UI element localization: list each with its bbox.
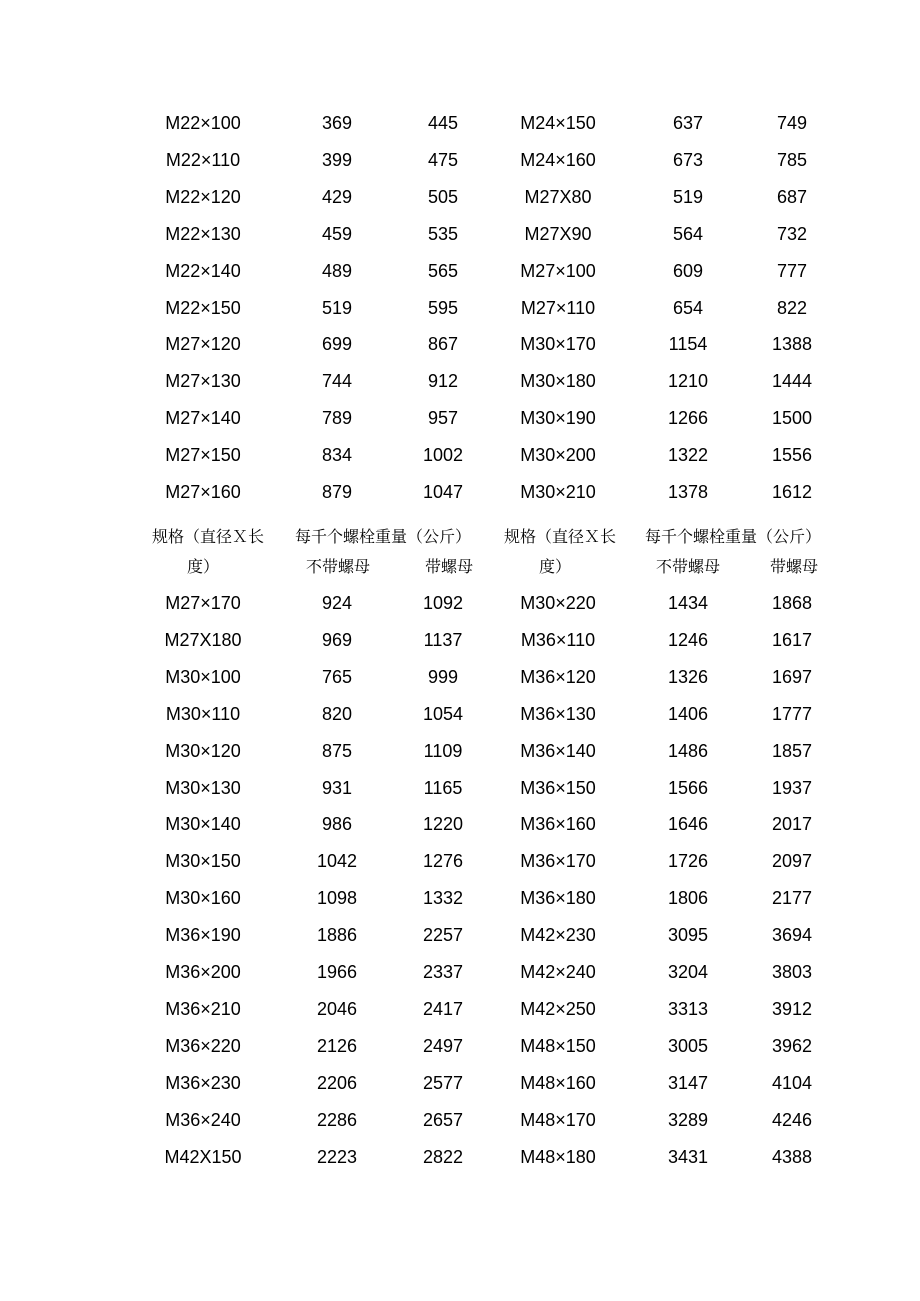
table-row [0,326,920,363]
table-row [0,585,920,622]
table-row [0,917,920,954]
weight-no-nut-left-cell: 2206 [316,1072,358,1093]
spec-left-cell: M27×160 [165,482,241,502]
spec-left-cell: M30×140 [165,814,241,835]
weight-no-nut-left-cell: 1042 [316,851,358,872]
table-row [0,1102,920,1139]
table-row [0,696,920,733]
weight-no-nut-right-cell: 609 [672,260,704,281]
weight-with-nut-right-cell: 1556 [771,445,813,466]
weight-no-nut-right-cell: 1434 [667,593,709,613]
weight-no-nut-left-cell: 744 [321,371,353,392]
spec-left-cell: M27×150 [165,445,241,466]
spec-left-cell: M22×140 [165,260,241,281]
spec-right-cell: M42×230 [520,925,596,946]
weight-no-nut-right-cell: 1246 [667,629,709,650]
weight-with-nut-left-cell: 867 [427,334,459,355]
table-row [0,290,920,327]
weight-with-nut-left-cell: 2657 [422,1109,464,1130]
weight-no-nut-right-cell: 3204 [667,962,709,982]
weight-no-nut-right-cell: 3005 [667,1035,709,1056]
spec-right-cell: M36×180 [520,888,596,909]
spec-left-cell: M22×110 [165,149,241,170]
weight-no-nut-right-cell: 1726 [667,851,709,872]
spec-left-cell: M27×140 [165,408,241,429]
weight-with-nut-right-cell: 1697 [771,666,813,687]
weight-no-nut-left-cell: 1966 [316,962,358,982]
weight-with-nut-left-cell: 1092 [422,593,464,613]
weight-no-nut-left-cell: 834 [321,445,353,466]
spec-right-cell: M30×180 [520,371,596,392]
weight-with-nut-left-cell: 1047 [422,482,464,502]
spec-right-cell: M36×150 [520,777,596,798]
spec-right-cell: M36×160 [520,814,596,835]
table-row [0,843,920,880]
weight-no-nut-left-cell: 2046 [316,998,358,1019]
weight-no-nut-left-cell: 2126 [316,1035,358,1056]
table-row [0,437,920,474]
weight-with-nut-right-cell: 2097 [771,851,813,872]
weight-no-nut-right-cell: 3095 [667,925,709,946]
spec-right-cell: M27×110 [520,297,596,318]
table-row [0,363,920,400]
weight-with-nut-right-cell: 3694 [771,925,813,946]
weight-no-nut-right-cell: 1406 [667,703,709,724]
spec-right-cell: M30×190 [520,408,596,429]
weight-no-nut-right-cell: 1378 [667,482,709,502]
weight-with-nut-left-cell: 2577 [422,1072,464,1093]
weight-no-nut-left-cell: 459 [321,223,353,244]
table-header [0,520,920,584]
weight-with-nut-right-cell: 2177 [771,888,813,909]
weight-with-nut-right-cell: 1777 [771,703,813,724]
spec-right-cell: M30×210 [520,482,596,502]
weight-no-nut-left-cell: 429 [321,186,353,207]
spec-right-cell: M36×170 [520,851,596,872]
weight-with-nut-left-cell: 912 [427,371,459,392]
weight-header-right: 每千个螺栓重量（公斤） [644,527,821,546]
table-row [0,1028,920,1065]
spec-right-cell: M27×100 [520,260,596,281]
weight-with-nut-right-cell: 1444 [771,371,813,392]
weight-no-nut-right-cell: 1210 [667,371,709,392]
weight-no-nut-left-cell: 369 [321,113,353,133]
spec-right-cell: M36×120 [520,666,596,687]
weight-with-nut-right-cell: 4246 [771,1109,813,1130]
table-row [0,991,920,1028]
weight-no-nut-left-cell: 969 [321,629,353,650]
weight-with-nut-right-cell: 687 [776,186,808,207]
spec-left-cell: M30×100 [165,666,241,687]
weight-with-nut-right-cell: 1500 [771,408,813,429]
weight-no-nut-right-cell: 1646 [667,814,709,835]
no-nut-header-right: 不带螺母 [655,557,720,576]
weight-no-nut-right-cell: 3147 [667,1072,709,1093]
weight-no-nut-left-cell: 789 [321,408,353,429]
weight-with-nut-left-cell: 2497 [422,1035,464,1056]
weight-with-nut-left-cell: 1220 [422,814,464,835]
table-row [0,954,920,991]
weight-with-nut-left-cell: 2417 [422,998,464,1019]
weight-no-nut-left-cell: 489 [321,260,353,281]
weight-no-nut-right-cell: 673 [672,149,704,170]
spec-left-cell: M30×150 [165,851,241,872]
spec-left-cell: M30×160 [165,888,241,909]
weight-no-nut-left-cell: 699 [321,334,353,355]
spec-header-right-line1: 规格（直径Ｘ长 [503,527,616,546]
no-nut-header-left: 不带螺母 [305,557,370,576]
table-row [0,400,920,437]
spec-right-cell: M48×150 [520,1035,596,1056]
spec-left-cell: M30×120 [165,740,241,761]
weight-with-nut-right-cell: 3912 [771,998,813,1019]
table-row [0,253,920,290]
weight-with-nut-right-cell: 2017 [771,814,813,835]
weight-with-nut-left-cell: 445 [427,113,459,133]
spec-header-left-line2: 度） [186,557,219,576]
weight-with-nut-left-cell: 1002 [422,445,464,466]
spec-left-cell: M42X150 [164,1146,242,1167]
weight-with-nut-right-cell: 749 [776,113,808,133]
table-row [0,622,920,659]
table-row [0,105,920,142]
weight-with-nut-right-cell: 1868 [771,593,813,613]
weight-no-nut-right-cell: 1322 [667,445,709,466]
weight-no-nut-right-cell: 1154 [668,334,708,355]
weight-no-nut-left-cell: 931 [321,777,353,798]
table-row [0,474,920,511]
spec-left-cell: M22×120 [165,186,241,207]
table-row [0,733,920,770]
table-row [0,659,920,696]
weight-with-nut-right-cell: 732 [776,223,808,244]
weight-with-nut-left-cell: 535 [427,223,459,244]
weight-no-nut-left-cell: 924 [321,593,353,613]
spec-right-cell: M27X90 [524,223,592,244]
weight-no-nut-left-cell: 2286 [316,1109,358,1130]
spec-left-cell: M27X180 [164,629,242,650]
spec-left-cell: M22×150 [165,297,241,318]
spec-right-cell: M48×160 [520,1072,596,1093]
weight-with-nut-right-cell: 4388 [771,1146,813,1167]
weight-with-nut-right-cell: 4104 [771,1072,813,1093]
spec-left-cell: M36×240 [165,1109,241,1130]
weight-with-nut-left-cell: 1109 [423,740,463,761]
weight-no-nut-left-cell: 986 [321,814,353,835]
weight-no-nut-left-cell: 879 [321,482,353,502]
weight-with-nut-left-cell: 1137 [423,629,463,650]
weight-with-nut-right-cell: 3803 [771,962,813,982]
weight-with-nut-left-cell: 1165 [423,777,463,798]
weight-with-nut-left-cell: 2257 [422,925,464,946]
spec-right-cell: M36×110 [520,629,596,650]
weight-no-nut-left-cell: 1098 [316,888,358,909]
spec-left-cell: M36×230 [165,1072,241,1093]
spec-left-cell: M22×130 [165,223,241,244]
table-row [0,1065,920,1102]
weight-with-nut-left-cell: 1276 [422,851,464,872]
spec-right-cell: M30×170 [520,334,596,355]
weight-with-nut-right-cell: 777 [776,260,808,281]
weight-with-nut-right-cell: 3962 [771,1035,813,1056]
weight-with-nut-left-cell: 1332 [422,888,464,909]
weight-no-nut-right-cell: 564 [672,223,704,244]
weight-with-nut-right-cell: 1617 [771,629,813,650]
spec-right-cell: M27X80 [524,186,592,207]
spec-left-cell: M30×130 [165,777,241,798]
table-row [0,142,920,179]
spec-left-cell: M22×100 [165,113,241,133]
spec-right-cell: M42×240 [520,962,596,982]
weight-no-nut-left-cell: 519 [321,297,353,318]
with-nut-header-right: 带螺母 [769,557,818,576]
weight-with-nut-left-cell: 565 [427,260,459,281]
spec-right-cell: M36×130 [520,703,596,724]
spec-right-cell: M30×220 [520,593,596,613]
spec-header-right-line2: 度） [538,557,571,576]
spec-left-cell: M36×200 [165,962,241,982]
weight-with-nut-right-cell: 1612 [771,482,813,502]
weight-no-nut-right-cell: 1326 [667,666,709,687]
table-row [0,1139,920,1176]
weight-no-nut-left-cell: 765 [321,666,353,687]
spec-right-cell: M36×140 [520,740,596,761]
weight-with-nut-right-cell: 1857 [771,740,813,761]
spec-left-cell: M27×120 [165,334,241,355]
spec-right-cell: M24×160 [520,149,596,170]
spec-left-cell: M27×170 [165,593,241,613]
weight-no-nut-left-cell: 399 [321,149,353,170]
weight-no-nut-right-cell: 3313 [667,998,709,1019]
spec-left-cell: M36×220 [165,1035,241,1056]
spec-left-cell: M27×130 [165,371,241,392]
weight-with-nut-right-cell: 1388 [771,334,813,355]
weight-no-nut-left-cell: 875 [321,740,353,761]
spec-left-cell: M36×210 [165,998,241,1019]
weight-no-nut-left-cell: 1886 [316,925,358,946]
weight-no-nut-right-cell: 1266 [667,408,709,429]
weight-with-nut-left-cell: 595 [427,297,459,318]
with-nut-header-left: 带螺母 [424,557,473,576]
weight-no-nut-right-cell: 654 [672,297,704,318]
weight-header-left: 每千个螺栓重量（公斤） [294,527,471,546]
spec-right-cell: M48×170 [520,1109,596,1130]
weight-with-nut-right-cell: 785 [776,149,808,170]
weight-with-nut-left-cell: 999 [427,666,459,687]
weight-with-nut-right-cell: 1937 [771,777,813,798]
weight-with-nut-left-cell: 475 [427,149,459,170]
spec-right-cell: M30×200 [520,445,596,466]
spec-left-cell: M30×110 [165,703,241,724]
weight-with-nut-left-cell: 2337 [422,962,464,982]
weight-no-nut-left-cell: 820 [321,703,353,724]
table-row [0,770,920,807]
weight-no-nut-right-cell: 1486 [667,740,709,761]
weight-with-nut-left-cell: 1054 [422,703,464,724]
weight-with-nut-left-cell: 2822 [422,1146,464,1167]
weight-no-nut-right-cell: 1566 [667,777,709,798]
weight-with-nut-left-cell: 957 [427,408,459,429]
spec-right-cell: M24×150 [520,113,596,133]
table-row [0,880,920,917]
spec-header-left-line1: 规格（直径Ｘ长 [151,527,264,546]
weight-no-nut-right-cell: 3431 [667,1146,709,1167]
table-row [0,179,920,216]
weight-no-nut-left-cell: 2223 [316,1146,358,1167]
spec-right-cell: M48×180 [520,1146,596,1167]
weight-with-nut-left-cell: 505 [427,186,459,207]
weight-no-nut-right-cell: 1806 [667,888,709,909]
spec-right-cell: M42×250 [520,998,596,1019]
weight-no-nut-right-cell: 637 [672,113,704,133]
weight-with-nut-right-cell: 822 [776,297,808,318]
table-row [0,216,920,253]
weight-no-nut-right-cell: 519 [672,186,704,207]
spec-left-cell: M36×190 [165,925,241,946]
table-row [0,806,920,843]
weight-no-nut-right-cell: 3289 [667,1109,709,1130]
